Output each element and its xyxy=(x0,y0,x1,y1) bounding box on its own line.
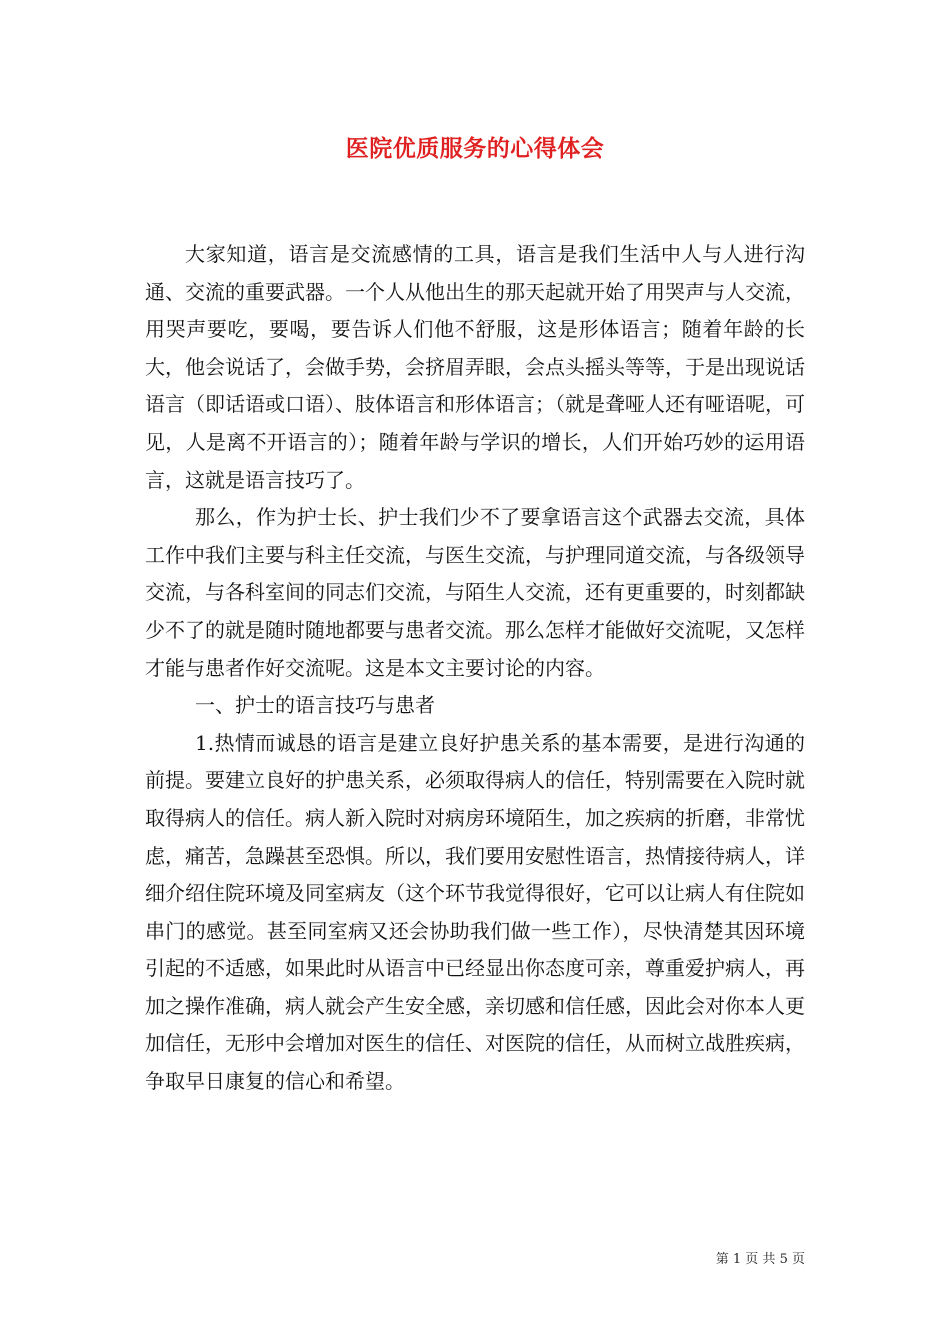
page-footer xyxy=(716,1248,805,1267)
footer-suffix: 页 xyxy=(791,1252,805,1267)
footer-middle: 页 共 xyxy=(745,1252,776,1267)
document-title: 医院优质服务的心得体会 xyxy=(345,135,605,162)
paragraph-2: 那么，作为护士长、护士我们少不了要拿语言这个武器去交流，具体工作中我们主要与科主任交流，与医生交流，与护理同道交流，与各级领导交流，与各科室间的同志们交流，与陌生人交流，还有更重要的，时刻都缺少不了的就是随时随地都要与患者交流。那么怎样才能做好交流呢，又怎样才能与患者作好交流呢。这是本文主要讨论的内容。 xyxy=(145,505,805,680)
footer-prefix: 第 xyxy=(715,1252,729,1267)
footer-current-page: 1 xyxy=(732,1252,742,1267)
footer-total-pages: 5 xyxy=(779,1252,788,1267)
paragraph-1: 大家知道，语言是交流感情的工具，语言是我们生活中人与人进行沟通、交流的重要武器。一个人从他出生的那天起就开始了用哭声与人交流，用哭声要吃，要喝，要告诉人们他不舒服，这是形体语言；随着年龄的长大，他会说话了，会做手势，会挤眉弄眼，会点头摇头等等，于是出现说话语言（即话语或口语）、肢体语言和形体语言；（就是聋哑人还有哑语呢，可见，人是离不开语言的）；随着年龄与学识的增长，人们开始巧妙的运用语言，这就是语言技巧了。 xyxy=(145,242,805,492)
section-paragraph-1: 1.热情而诚恳的语言是建立良好护患关系的基本需要，是进行沟通的前提。要建立良好的护患关系，必须取得病人的信任，特别需要在入院时就取得病人的信任。病人新入院时对病房环境陌生，加之疾病的折磨，非常忧虑，痛苦，急躁甚至恐惧。所以，我们要用安慰性语言，热情接待病人，详细介绍住院环境及同室病友（这个环节我觉得很好，它可以让病人有住院如串门的感觉。甚至同室病又还会协助我们做一些工作），尽快清楚其因环境引起的不适感，如果此时从语言中已经显出你态度可亲，尊重爱护病人，再加之操作准确，病人就会产生安全感，亲切感和信任感，因此会对你本人更加信任，无形中会增加对医生的信任、对医院的信任，从而树立战胜疾病，争取早日康复的信心和希望。 xyxy=(145,730,805,1094)
section-heading: 一、护士的语言技巧与患者 xyxy=(195,693,435,718)
document-body xyxy=(145,236,805,1101)
